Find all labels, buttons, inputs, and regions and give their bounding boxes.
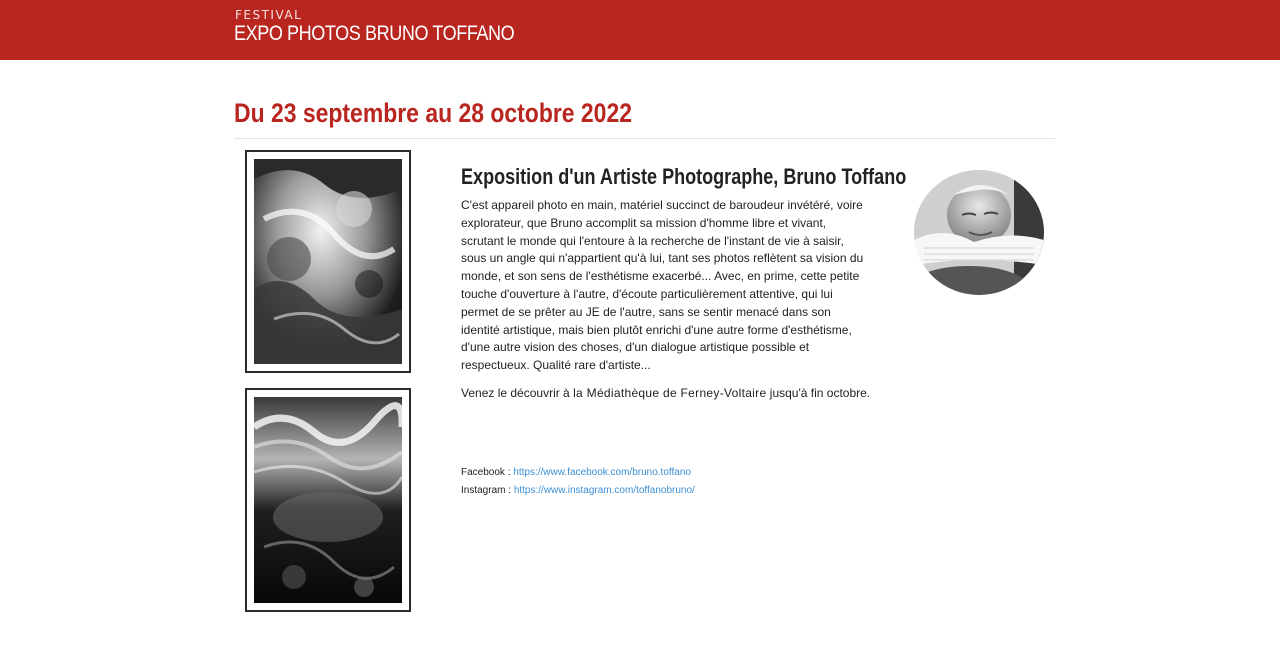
article-title: Exposition d'un Artiste Photographe, Bruno Toffano xyxy=(461,164,907,189)
facebook-label: Facebook : xyxy=(461,467,514,478)
cta-suffix: jusqu'à fin octobre. xyxy=(766,386,871,400)
abstract-photo-image xyxy=(254,397,402,603)
exhibit-photo-1[interactable] xyxy=(245,150,411,373)
article-cta xyxy=(461,385,871,403)
portrait-photo-image xyxy=(914,170,1044,295)
cta-place: la Médiathèque de Ferney-Voltaire xyxy=(573,386,767,400)
cta-prefix: Venez le découvrir à xyxy=(461,386,574,400)
site-header xyxy=(0,0,1280,60)
header-kicker: FESTIVAL xyxy=(235,8,303,22)
abstract-photo-image xyxy=(254,159,402,364)
article-body: C'est appareil photo en main, matériel succinct de baroudeur invétéré, voire explorateur, que Bruno accomplit sa mission d'homme libre et vivant, scrutant le monde qui l'entoure à la recherche de l'instant de vie à saisir, sous un angle qui n'appartient qu'à lui, tant ses photos reflètent sa vision du monde, et son sens de l'esthétisme exacerbé... Avec, en prime, cette petite touche d'ouverture à l'autre, d'écoute particulièrement attentive, qui lui permet de se prêter au JE de l'autre, sans se sentir menacé dans son identité artistique, mais bien plutôt enrichi d'une autre forme d'esthétisme, d'une autre vision des choses, d'un dialogue artistique possible et respectueux. Qualité rare d'artiste... xyxy=(461,198,864,373)
event-dates-heading: Du 23 septembre au 28 octobre 2022 xyxy=(234,98,632,128)
site-title-link[interactable]: EXPO PHOTOS BRUNO TOFFANO xyxy=(234,22,515,45)
artist-portrait xyxy=(914,170,1044,295)
facebook-link[interactable]: https://www.facebook.com/bruno.toffano xyxy=(513,467,691,478)
facebook-row xyxy=(461,464,695,482)
instagram-row xyxy=(461,482,695,500)
exhibit-photo-2[interactable] xyxy=(245,388,411,612)
divider xyxy=(234,138,1055,139)
instagram-label: Instagram : xyxy=(461,485,514,496)
social-links xyxy=(461,464,695,500)
instagram-link[interactable]: https://www.instagram.com/toffanobruno/ xyxy=(513,485,695,496)
